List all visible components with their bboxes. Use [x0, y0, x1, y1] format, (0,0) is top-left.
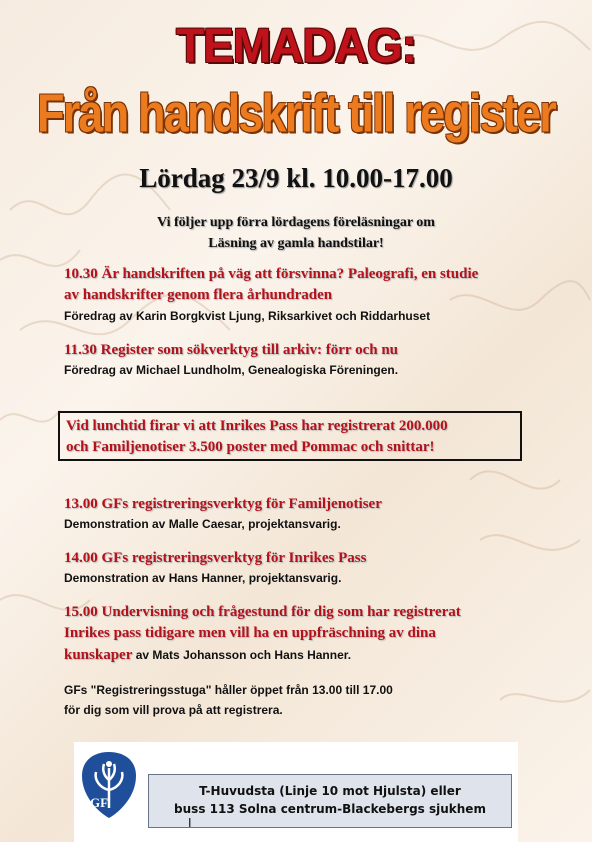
event-1130-speaker: Föredrag av Michael Lundholm, Genealogiska Föreningen. — [64, 363, 399, 377]
event-1030-speaker: Föredrag av Karin Borgkvist Ljung, Riksarkivet och Riddarhuset — [64, 309, 431, 323]
title-main: Från handskrift till register — [37, 82, 555, 144]
event-1500 — [64, 602, 554, 666]
lunch-line-1: Vid lunchtid firar vi att Inrikes Pass har registrerat 200.000 — [66, 418, 448, 434]
lunch-line-2: och Familjenotiser 3.500 poster med Pommac och snittar! — [66, 439, 435, 455]
lunch-announcement-box — [58, 411, 522, 461]
event-1030-title-1: 10.30 Är handskriften på väg att försvinna? Paleografi, en studie — [64, 266, 479, 282]
text-cursor-icon: Ι — [188, 816, 192, 830]
registreringsstuga-info — [64, 680, 554, 720]
event-date: Lördag 23/9 kl. 10.00-17.00 — [139, 163, 453, 193]
transport-line-1: T-Huvudsta (Linje 10 mot Hjulsta) eller — [199, 784, 461, 798]
footer-panel — [74, 742, 518, 842]
event-1300-speaker: Demonstration av Malle Caesar, projektansvarig. — [64, 517, 341, 531]
event-1130 — [64, 340, 554, 379]
intro-line-2: Läsning av gamla handstilar! — [208, 236, 384, 251]
intro-line-1: Vi följer upp förra lördagens föreläsningar om — [157, 215, 435, 230]
transport-info-box — [148, 774, 512, 828]
event-1400-speaker: Demonstration av Hans Hanner, projektansvarig. — [64, 571, 342, 585]
intro-text — [0, 212, 592, 254]
event-1030 — [64, 264, 554, 325]
logo-letters: GF — [90, 795, 109, 810]
event-1500-speakers: av Mats Johansson och Hans Hanner. — [132, 648, 352, 662]
event-1500-line-2: Inrikes pass tidigare men vill ha en uppfräschning av dina — [64, 625, 436, 641]
event-1500-line-1: 15.00 Undervisning och frågestund för dig som har registrerat — [64, 604, 461, 620]
event-1130-title: 11.30 Register som sökverktyg till arkiv: förr och nu — [64, 342, 399, 358]
event-1030-title-2: av handskrifter genom flera århundraden — [64, 287, 333, 303]
event-1300 — [64, 494, 554, 533]
title-temadag: TEMADAG: — [176, 17, 416, 73]
stuga-line-2: för dig som vill prova på att registrera. — [64, 703, 283, 717]
event-1500-kunskaper: kunskaper — [64, 647, 133, 663]
event-1400 — [64, 548, 554, 587]
event-1400-title: 14.00 GFs registreringsverktyg för Inrikes Pass — [64, 550, 367, 566]
gf-logo — [80, 750, 138, 820]
stuga-line-1: GFs "Registreringsstuga" håller öppet från 13.00 till 17.00 — [64, 683, 393, 697]
transport-line-2: buss 113 Solna centrum-Blackebergs sjukhem — [174, 802, 486, 816]
event-1300-title: 13.00 GFs registreringsverktyg för Familjenotiser — [64, 496, 382, 512]
